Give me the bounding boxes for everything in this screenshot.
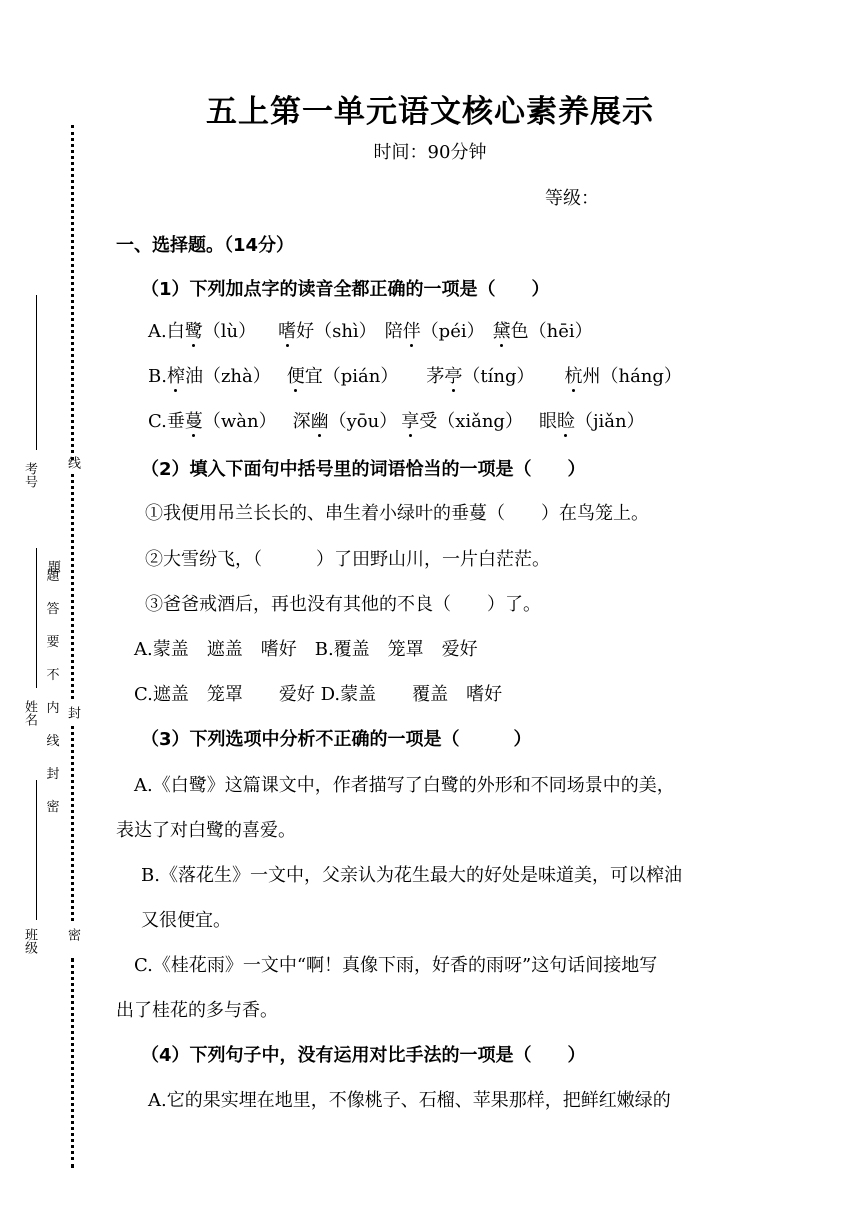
dotted-char: 睑 bbox=[556, 411, 575, 432]
pinyin: （wàn） bbox=[202, 411, 277, 432]
pinyin: （jiǎn） bbox=[574, 411, 645, 432]
word-char: 白 bbox=[166, 321, 185, 342]
binding-dotted-line-mid bbox=[71, 474, 74, 699]
pinyin: （hēi） bbox=[528, 321, 593, 342]
pinyin: （háng） bbox=[600, 366, 682, 387]
q3-option-a-line2: 表达了对白鹭的喜爱。 bbox=[116, 820, 296, 841]
word-char: 深 bbox=[292, 411, 311, 432]
dotted-char: 享 bbox=[401, 411, 420, 432]
word-char: 色 bbox=[510, 321, 529, 342]
q3-stem: （3）下列选项中分析不正确的一项是（ ） bbox=[141, 729, 532, 750]
q1-stem: （1）下列加点字的读音全都正确的一项是（ ） bbox=[141, 279, 550, 300]
margin-xingming-label: 姓名 bbox=[22, 700, 37, 726]
pinyin: （péi） bbox=[420, 321, 485, 342]
dotted-char: 便 bbox=[286, 366, 305, 387]
page-title: 五上第一单元语文核心素养展示 bbox=[206, 94, 654, 130]
notice-ti: 題 bbox=[45, 560, 60, 573]
pinyin: （zhà） bbox=[202, 366, 271, 387]
seal-char-mi: 密 bbox=[46, 800, 60, 815]
word-char: 眼 bbox=[538, 411, 557, 432]
dotted-char: 黛 bbox=[492, 321, 511, 342]
pinyin: （shì） bbox=[314, 321, 377, 342]
margin-kaohao-label: 考号 bbox=[22, 462, 37, 488]
margin-mi-inner-label: 密 bbox=[65, 928, 80, 941]
word-char: 好 bbox=[296, 321, 315, 342]
q4-stem: （4）下列句子中，没有运用对比手法的一项是（ ） bbox=[141, 1045, 586, 1066]
pinyin: （lù） bbox=[202, 321, 257, 342]
section-heading: 一、选择题。（14分） bbox=[116, 235, 295, 256]
dotted-char: 榨 bbox=[166, 366, 185, 387]
q1-option-b bbox=[148, 362, 682, 388]
binding-dotted-line-mid2 bbox=[71, 726, 74, 921]
xingming-underline bbox=[36, 548, 37, 688]
seal-char-feng: 封 bbox=[46, 767, 60, 782]
binding-dotted-line-bottom bbox=[71, 958, 74, 1168]
q1-option-a bbox=[148, 317, 593, 343]
dotted-char: 蔓 bbox=[184, 411, 203, 432]
q2-options-ab: A.蒙盖 遮盖 嗜好 B.覆盖 笼罩 爱好 bbox=[134, 639, 478, 660]
dotted-char: 伴 bbox=[402, 321, 421, 342]
dotted-char: 鹭 bbox=[184, 321, 203, 342]
word-char: 受 bbox=[419, 411, 438, 432]
q2-sentence-2: ②大雪纷飞，（ ）了田野山川，一片白茫茫。 bbox=[145, 549, 550, 570]
binding-dotted-line-top bbox=[71, 125, 74, 460]
seal-char-xian: 线 bbox=[46, 734, 60, 749]
q2-options-cd: C.遮盖 笼罩 爱好 D.蒙盖 覆盖 嗜好 bbox=[134, 684, 503, 705]
dotted-char: 幽 bbox=[310, 411, 329, 432]
exam-time: 时间：90分钟 bbox=[373, 142, 487, 163]
opt-label: A. bbox=[148, 321, 167, 342]
opt-label: C. bbox=[148, 411, 167, 432]
seal-char-yao: 要 bbox=[46, 635, 60, 650]
pinyin: （xiǎng） bbox=[437, 411, 523, 432]
opt-label: B. bbox=[148, 366, 167, 387]
seal-char-ti: 題 bbox=[46, 569, 60, 584]
q2-stem: （2）填入下面句中括号里的词语恰当的一项是（ ） bbox=[141, 459, 586, 480]
margin-feng-inner-label: 封 bbox=[65, 706, 80, 719]
margin-xian-label: 线 bbox=[65, 456, 80, 469]
pinyin: （yōu） bbox=[328, 411, 398, 432]
q3-option-b-line1: B.《落花生》一文中，父亲认为花生最大的好处是味道美，可以榨油 bbox=[141, 865, 682, 886]
pinyin: （tíng） bbox=[462, 366, 535, 387]
word-char: 陪 bbox=[384, 321, 403, 342]
dotted-char: 亭 bbox=[444, 366, 463, 387]
word-char: 茅 bbox=[426, 366, 445, 387]
kaohao-underline bbox=[36, 295, 37, 450]
q3-option-b-line2: 又很便宜。 bbox=[141, 910, 231, 931]
grade-label: 等级： bbox=[545, 188, 599, 209]
margin-banji-label: 班级 bbox=[22, 928, 37, 954]
seal-char-nei: 内 bbox=[46, 701, 60, 716]
q3-option-c-line1: C.《桂花雨》一文中“啊！真像下雨，好香的雨呀”这句话间接地写 bbox=[134, 955, 658, 976]
word-char: 垂 bbox=[166, 411, 185, 432]
q1-option-c bbox=[148, 407, 645, 433]
q4-option-a-line1: A.它的果实埋在地里，不像桃子、石榴、苹果那样，把鲜红嫩绿的 bbox=[148, 1090, 671, 1111]
word-char: 宜 bbox=[304, 366, 323, 387]
word-char: 州 bbox=[582, 366, 601, 387]
pinyin: （pián） bbox=[322, 366, 399, 387]
q3-option-a-line1: A.《白鹭》这篇课文中，作者描写了白鹭的外形和不同场景中的美， bbox=[134, 775, 675, 796]
banji-underline bbox=[36, 780, 37, 920]
word-char: 油 bbox=[184, 366, 203, 387]
q2-sentence-1: ①我便用吊兰长长的、串生着小绿叶的垂蔓（ ）在鸟笼上。 bbox=[145, 503, 649, 524]
q2-sentence-3: ③爸爸戒酒后，再也没有其他的不良（ ）了。 bbox=[145, 594, 541, 615]
seal-char-da: 答 bbox=[46, 602, 60, 617]
margin-seal-notice bbox=[46, 560, 60, 824]
seal-char-bu: 不 bbox=[46, 668, 60, 683]
dotted-char: 杭 bbox=[564, 366, 583, 387]
q3-option-c-line2: 出了桂花的多与香。 bbox=[116, 1000, 278, 1021]
dotted-char: 嗜 bbox=[278, 321, 297, 342]
